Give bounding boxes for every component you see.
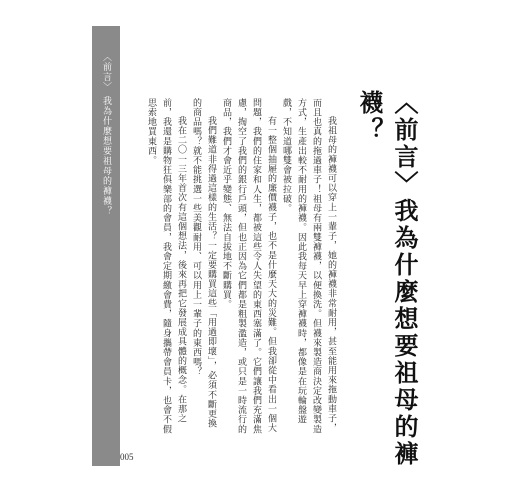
- chapter-tag: 〈前言〉: [390, 90, 419, 198]
- side-running-title: 我為什麼想要祖母的褲襪？: [101, 96, 111, 216]
- paragraph: 我祖母的褲襪可以穿上一輩子，她的褲襪非常耐用，甚至能用來拖動車子，而且也真的拖過車子！祖母有兩雙褲襪，以便換洗。但襪來製造商決定改變製造方式，生產出較不耐用的褲襪。因此我每天早上穿褲襪時，都像是在玩輪盤遊戲，不知道哪雙會被拉破。: [281, 98, 336, 434]
- paragraph: 有一整個抽屜的廉價襪子，也不是什麼天大的災難。但我卻從中看出一個大問題，我們的住家和人生，都被這些令人失望的東西塞滿了。它們讓我們充滿焦慮，掏空了我們的銀行戶頭，但也正因為它們都是粗製濫造，或只是一時流行的商品，我們才會近乎變態、無法自拔地不斷購買。: [221, 98, 276, 434]
- page-number: 005: [120, 452, 134, 462]
- chapter-title-text: 我為什麼想要祖母的褲襪？: [355, 90, 419, 468]
- side-section-label: 〈前言〉: [101, 52, 111, 92]
- paragraph: 我在二〇一三年首次有這個想法，後來再把它發展成具體的概念。在那之前，我還是購物狂俱樂部的會員，我會定期繳會費，隨身攜帶會員卡，也會不假思索地買東西。: [146, 98, 186, 434]
- side-margin-strip: [92, 26, 120, 466]
- chapter-title: [352, 90, 422, 470]
- body-text: [148, 98, 338, 436]
- paragraph: 我們難道非得過這樣的生活？一定要購買這些「用過即壞」，必須不斷更換的商品嗎？就不能挑選一些美觀耐用、可以用上一輩子的東西嗎？: [191, 98, 216, 429]
